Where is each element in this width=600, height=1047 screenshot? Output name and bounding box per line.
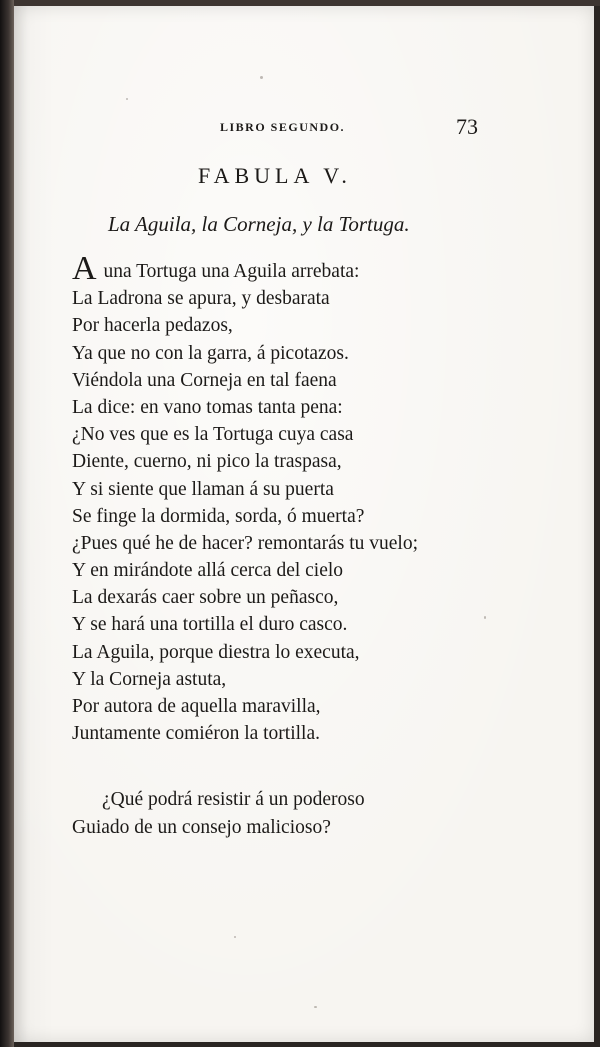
page-number: 73 xyxy=(456,114,478,139)
verse-line: Y en mirándote allá cerca del cielo xyxy=(72,560,344,582)
verse-line-text: una Tortuga una Aguila arrebata: xyxy=(98,261,360,282)
verse-line: ¿No ves que es la Tortuga cuya casa xyxy=(72,424,354,446)
fable-verse xyxy=(72,250,512,747)
fable-moral xyxy=(72,786,365,842)
verse-line: La Aguila, porque diestra lo executa, xyxy=(72,641,360,663)
fable-title: FABULA V. xyxy=(198,163,352,188)
paper-speck xyxy=(260,76,263,79)
drop-cap: A xyxy=(72,250,97,287)
running-head: LIBRO SEGUNDO. xyxy=(220,120,346,134)
verse-line: Y la Corneja astuta, xyxy=(72,668,227,690)
verse-line: La dexarás caer sobre un peñasco, xyxy=(72,587,339,609)
verse-line: Y se hará una tortilla el duro casco. xyxy=(72,614,348,636)
verse-line: Juntamente comiéron la tortilla. xyxy=(72,723,321,745)
verse-line xyxy=(72,250,512,287)
verse-line: Se finge la dormida, sorda, ó muerta? xyxy=(72,505,365,527)
verse-line: Por autora de aquella maravilla, xyxy=(72,696,321,717)
verse-line: La dice: en vano tomas tanta pena: xyxy=(72,396,343,418)
moral-line: Guiado de un consejo malicioso? xyxy=(72,817,331,838)
paper-speck xyxy=(234,936,236,938)
paper-speck xyxy=(314,1006,317,1008)
verse-line: Por hacerla pedazos, xyxy=(72,315,233,337)
moral-line: ¿Qué podrá resistir á un poderoso xyxy=(102,789,365,810)
verse-line: Y si siente que llaman á su puerta xyxy=(72,478,334,500)
verse-line: Ya que no con la garra, á picotazos. xyxy=(72,342,349,364)
book-binding-shadow xyxy=(0,0,14,1047)
fable-subtitle: La Aguila, la Corneja, y la Tortuga. xyxy=(108,212,410,236)
verse-line: ¿Pues qué he de hacer? remontarás tu vuelo; xyxy=(72,532,418,554)
verse-line: Viéndola una Corneja en tal faena xyxy=(72,369,337,391)
verse-line: La Ladrona se apura, y desbarata xyxy=(72,288,330,310)
verse-line: Diente, cuerno, ni pico la traspasa, xyxy=(72,451,342,473)
paper-speck xyxy=(126,98,128,100)
